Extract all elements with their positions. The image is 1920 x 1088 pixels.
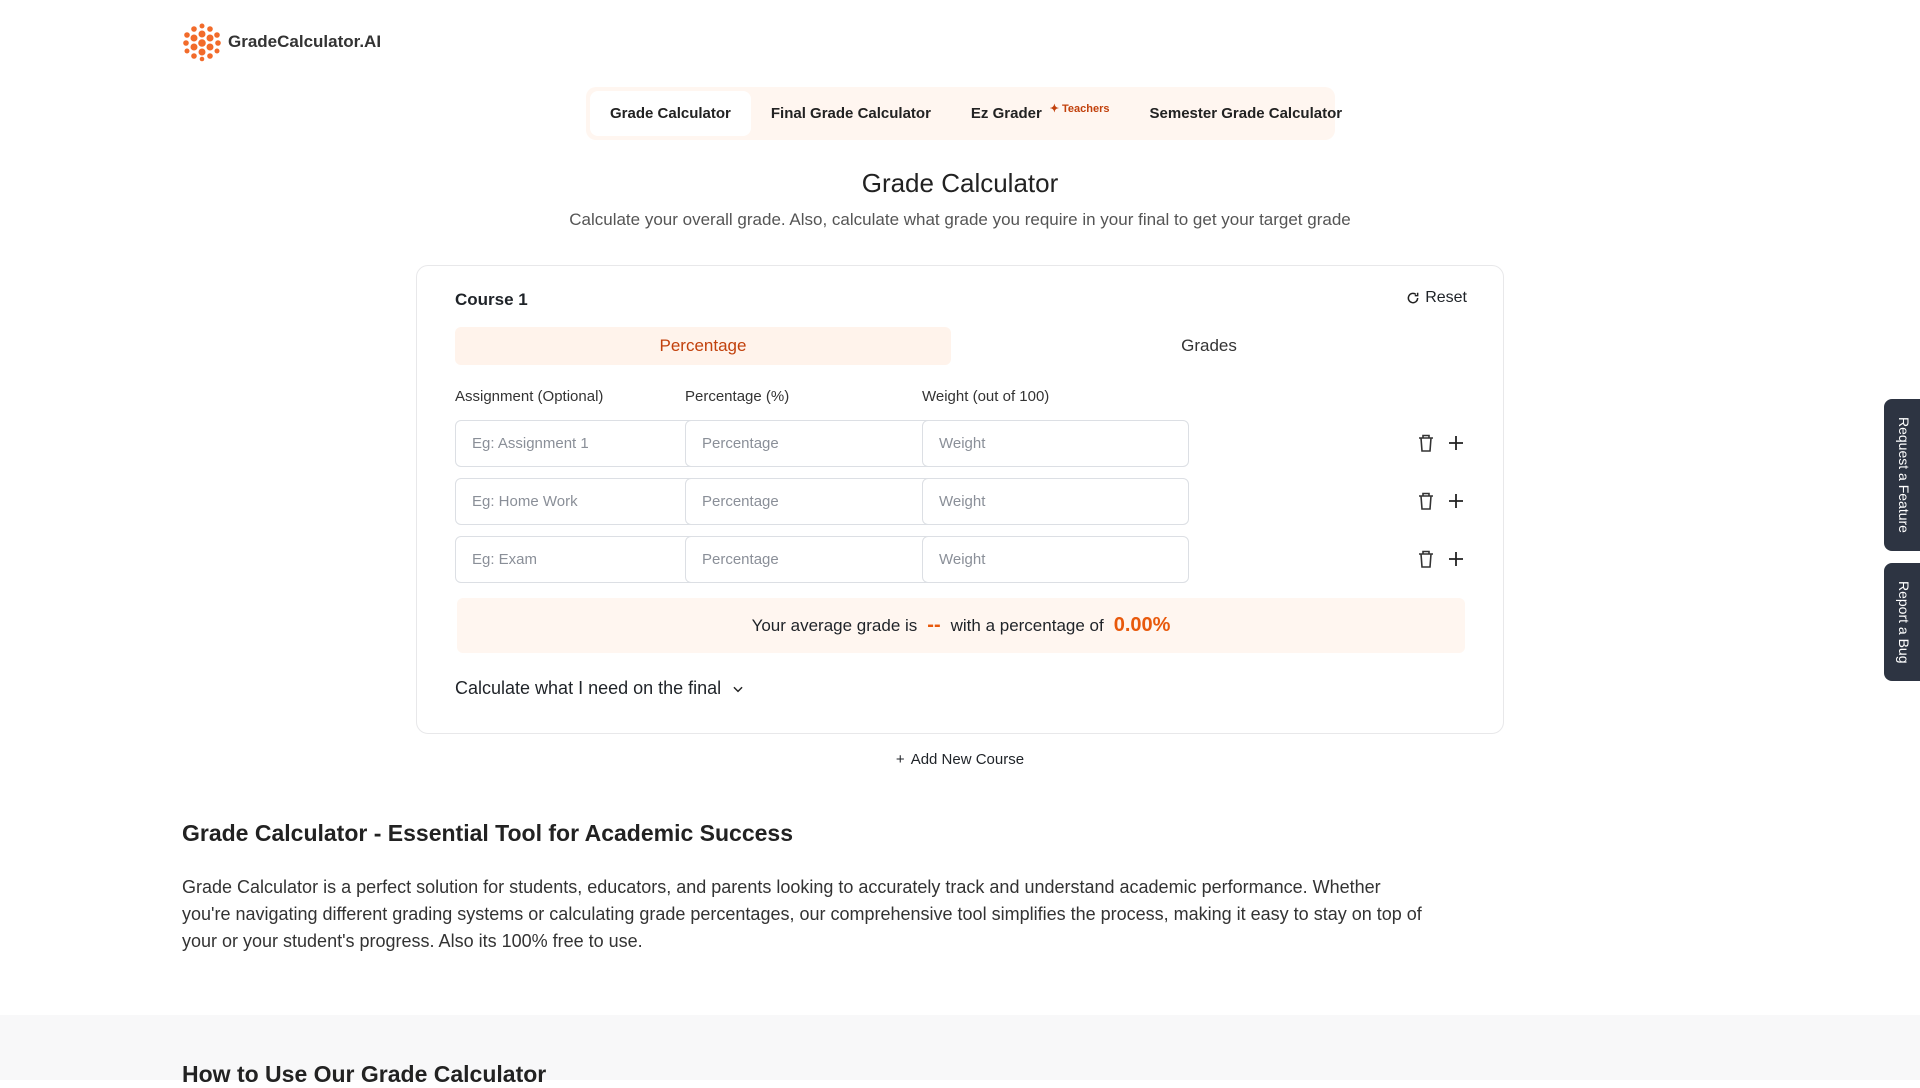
- chevron-down-icon: [731, 682, 745, 696]
- report-bug-tab[interactable]: Report a Bug: [1884, 563, 1920, 681]
- request-feature-tab[interactable]: Request a Feature: [1884, 399, 1920, 551]
- sparkle-icon: ✦: [1049, 103, 1060, 115]
- result-summary: [457, 598, 1465, 653]
- percentage-input[interactable]: [685, 478, 956, 525]
- final-toggle-label: Calculate what I need on the final: [455, 678, 722, 698]
- percentage-placeholder: Percentage: [702, 435, 779, 452]
- add-row-icon[interactable]: [1445, 490, 1467, 512]
- percentage-field: [685, 536, 956, 583]
- course-card: [416, 265, 1504, 734]
- assignment-placeholder: Eg: Exam: [472, 551, 538, 568]
- percentage-field: [685, 478, 956, 525]
- mode-grades[interactable]: Grades: [1181, 336, 1237, 355]
- weight-column-label: Weight (out of 100): [922, 388, 1050, 405]
- refresh-icon: [1406, 291, 1420, 305]
- tab-label: Semester Grade Calculator: [1149, 105, 1343, 122]
- weight-field: [922, 536, 1189, 583]
- weight-input[interactable]: [922, 478, 1189, 525]
- weight-placeholder: Weight: [939, 551, 986, 568]
- percentage-input[interactable]: [685, 536, 956, 583]
- average-grade: --: [927, 614, 941, 636]
- how-to-heading: How to Use Our Grade Calculator: [182, 1061, 547, 1087]
- brand-name: GradeCalculator.AI: [228, 32, 382, 51]
- percentage-placeholder: Percentage: [702, 551, 779, 568]
- add-course-label: Add New Course: [910, 751, 1025, 768]
- tab-ez-grader[interactable]: [951, 91, 1130, 136]
- weight-input[interactable]: [922, 536, 1189, 583]
- reset-label: Reset: [1425, 289, 1467, 306]
- add-row-icon[interactable]: [1445, 432, 1467, 454]
- mode-percentage[interactable]: Percentage: [455, 327, 951, 365]
- trash-icon[interactable]: [1415, 432, 1437, 454]
- teachers-badge: [1050, 102, 1110, 115]
- weight-placeholder: Weight: [939, 435, 986, 452]
- assignment-placeholder: Eg: Home Work: [472, 493, 578, 510]
- percentage-placeholder: Percentage: [702, 493, 779, 510]
- average-percentage: 0.00%: [1113, 614, 1171, 636]
- tab-semester-grade-calculator[interactable]: [1130, 91, 1363, 136]
- article-body: Grade Calculator is a perfect solution for students, educators, and parents looking to accurately track and understand academic performance. Whether you're navigating different grading systems or calculating grade percentages, our comprehensive tool simplifies the process, making it easy to stay on top of your or your student's progress. Also its 100% free to use.: [182, 877, 1422, 951]
- weight-field: [922, 478, 1189, 525]
- article-heading: Grade Calculator - Essential Tool for Academic Success: [182, 820, 793, 846]
- page-title: Grade Calculator: [861, 168, 1059, 198]
- add-course-row: [0, 751, 1920, 768]
- assignment-placeholder: Eg: Assignment 1: [472, 435, 589, 452]
- weight-input[interactable]: [922, 420, 1189, 467]
- tab-label: Final Grade Calculator: [770, 105, 931, 122]
- tab-label: Grade Calculator: [610, 105, 731, 122]
- result-prefix: Your average grade is: [751, 615, 918, 635]
- tab-final-grade-calculator[interactable]: [751, 91, 951, 136]
- percentage-input[interactable]: [685, 420, 956, 467]
- weight-field: [922, 420, 1189, 467]
- tab-label: Ez Grader: [970, 105, 1042, 122]
- tab-grade-calculator[interactable]: [590, 91, 751, 136]
- plus-icon: +: [895, 751, 905, 768]
- weight-placeholder: Weight: [939, 493, 986, 510]
- logo[interactable]: [182, 22, 381, 62]
- page-subtitle: Calculate your overall grade. Also, calculate what grade you require in your final to get your target grade: [569, 210, 1351, 229]
- add-row-icon[interactable]: [1445, 548, 1467, 570]
- trash-icon[interactable]: [1415, 548, 1437, 570]
- course-title: Course 1: [455, 290, 528, 309]
- percentage-field: [685, 420, 956, 467]
- final-calculator-toggle[interactable]: [455, 678, 745, 699]
- reset-button[interactable]: [1406, 289, 1467, 307]
- percentage-column-label: Percentage (%): [685, 388, 790, 405]
- assignment-column-label: Assignment (Optional): [455, 388, 604, 405]
- result-middle: with a percentage of: [950, 615, 1104, 635]
- logo-icon: [182, 22, 222, 62]
- add-new-course-button[interactable]: [896, 751, 1024, 768]
- badge-label: Teachers: [1062, 102, 1110, 115]
- trash-icon[interactable]: [1415, 490, 1437, 512]
- calculator-nav: [586, 87, 1343, 140]
